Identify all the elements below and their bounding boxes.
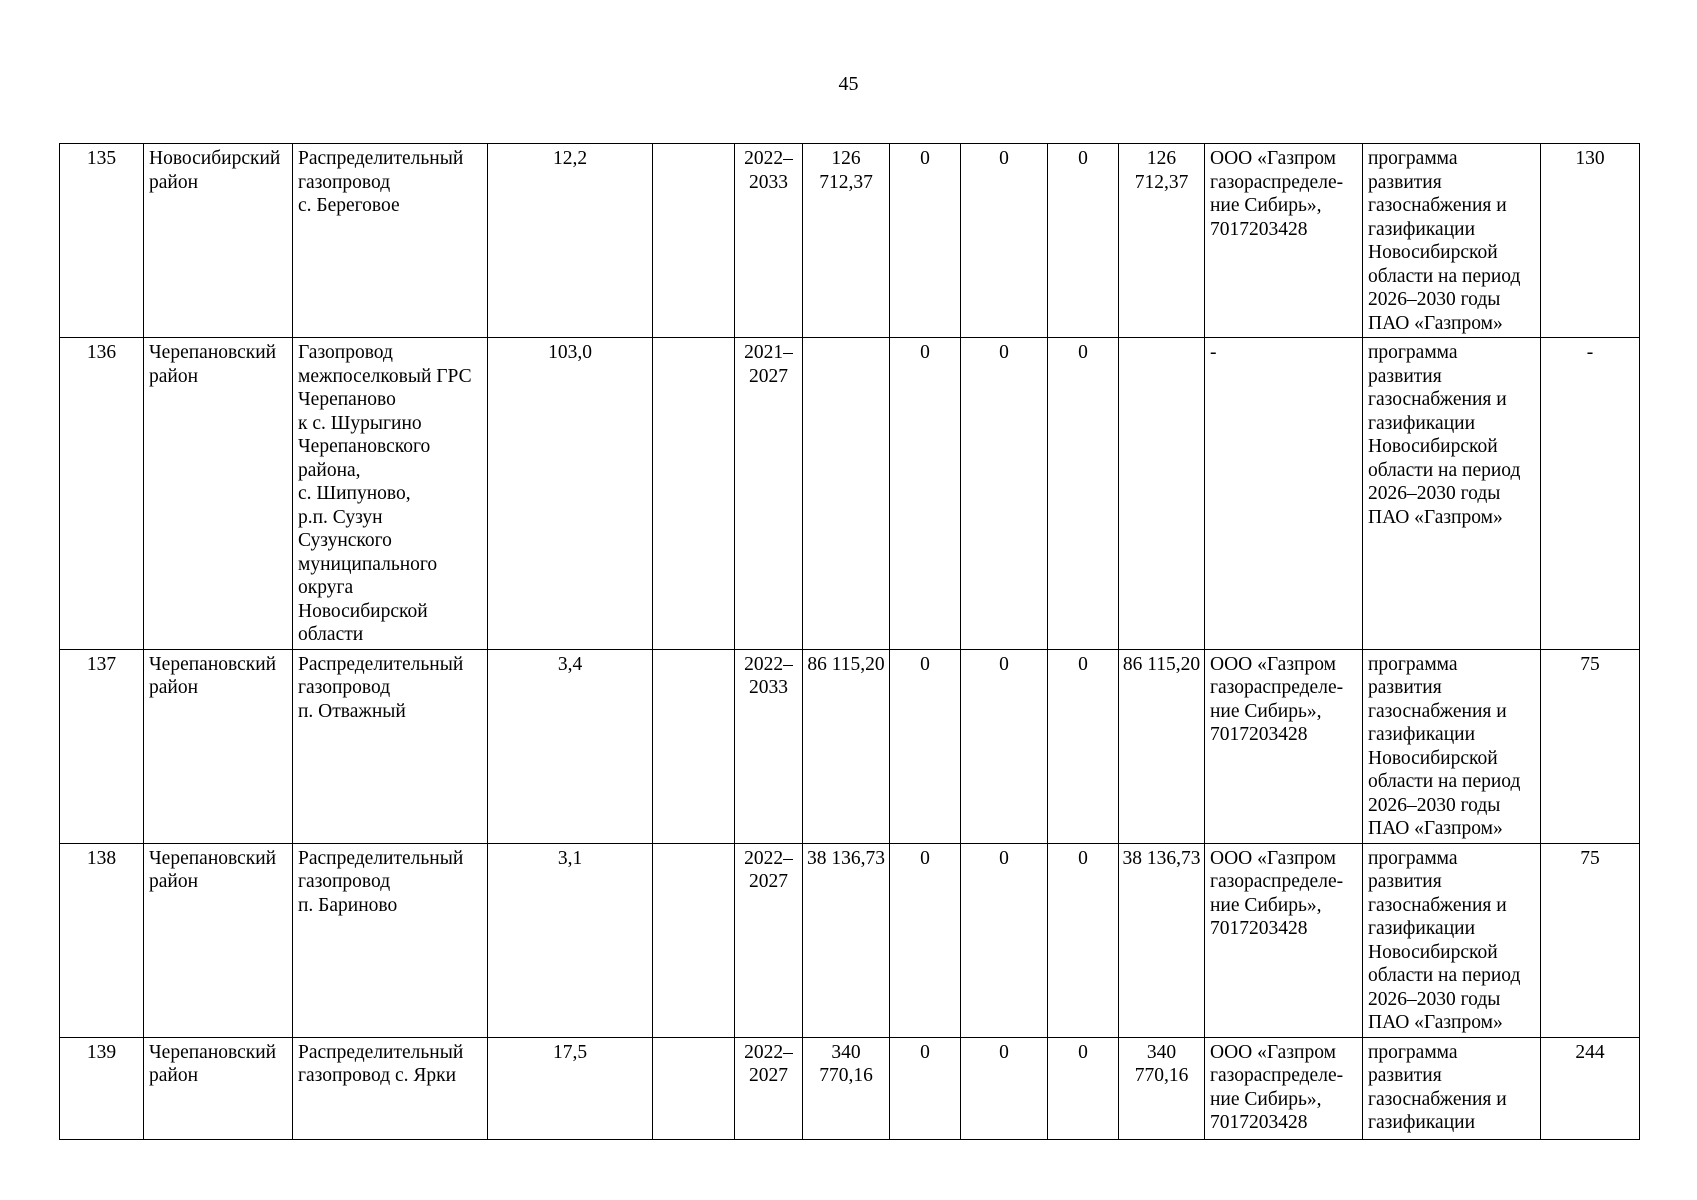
length-cell: 3,4 (488, 649, 653, 843)
cost-total-cell: 38 136,73 (1119, 843, 1205, 1037)
value-cell-1: 0 (890, 338, 961, 650)
period-cell: 2021– 2027 (735, 338, 803, 650)
program-cell: программа развития газоснабжения и газификации (1363, 1037, 1541, 1139)
empty-cell (653, 338, 735, 650)
last-value-cell: 75 (1541, 843, 1640, 1037)
length-cell: 17,5 (488, 1037, 653, 1139)
table-row (60, 144, 1640, 338)
table-row (60, 649, 1640, 843)
object-name-cell: Распределительный газопровод п. Бариново (293, 843, 488, 1037)
object-name-cell: Распределительный газопровод п. Отважный (293, 649, 488, 843)
row-number-cell: 137 (60, 649, 144, 843)
last-value-cell: - (1541, 338, 1640, 650)
period-cell: 2022– 2027 (735, 843, 803, 1037)
gas-pipeline-table (59, 143, 1640, 1140)
object-name-cell: Газопровод межпоселковый ГРС Черепаново к с. Шурыгино Черепановского района, с. Шипуново, р.п. Сузун Сузунского муниципального округа Новосибирской области (293, 338, 488, 650)
last-value-cell: 130 (1541, 144, 1640, 338)
empty-cell (653, 1037, 735, 1139)
program-cell: программа развития газоснабжения и газификации Новосибирской области на период 2026–2030 годы ПАО «Газпром» (1363, 338, 1541, 650)
cost-cell: 86 115,20 (803, 649, 890, 843)
value-cell-1: 0 (890, 144, 961, 338)
length-cell: 12,2 (488, 144, 653, 338)
page-number: 45 (838, 73, 859, 95)
district-cell: Черепановский район (144, 649, 293, 843)
cost-cell (803, 338, 890, 650)
row-number-cell: 135 (60, 144, 144, 338)
value-cell-3: 0 (1048, 338, 1119, 650)
program-cell: программа развития газоснабжения и газификации Новосибирской области на период 2026–2030 годы ПАО «Газпром» (1363, 144, 1541, 338)
period-cell: 2022– 2027 (735, 1037, 803, 1139)
empty-cell (653, 843, 735, 1037)
cost-cell: 340 770,16 (803, 1037, 890, 1139)
value-cell-2: 0 (961, 843, 1048, 1037)
cost-total-cell: 86 115,20 (1119, 649, 1205, 843)
value-cell-3: 0 (1048, 1037, 1119, 1139)
value-cell-3: 0 (1048, 144, 1119, 338)
cost-total-cell (1119, 338, 1205, 650)
district-cell: Черепановский район (144, 843, 293, 1037)
object-name-cell: Распределительный газопровод с. Береговое (293, 144, 488, 338)
last-value-cell: 75 (1541, 649, 1640, 843)
table-row (60, 338, 1640, 650)
program-cell: программа развития газоснабжения и газификации Новосибирской области на период 2026–2030 годы ПАО «Газпром» (1363, 843, 1541, 1037)
value-cell-2: 0 (961, 649, 1048, 843)
object-name-cell: Распределительный газопровод с. Ярки (293, 1037, 488, 1139)
period-cell: 2022– 2033 (735, 649, 803, 843)
last-value-cell: 244 (1541, 1037, 1640, 1139)
value-cell-1: 0 (890, 1037, 961, 1139)
row-number-cell: 136 (60, 338, 144, 650)
district-cell: Черепановский район (144, 338, 293, 650)
cost-cell: 38 136,73 (803, 843, 890, 1037)
table-row (60, 843, 1640, 1037)
row-number-cell: 139 (60, 1037, 144, 1139)
value-cell-2: 0 (961, 1037, 1048, 1139)
length-cell: 3,1 (488, 843, 653, 1037)
value-cell-3: 0 (1048, 649, 1119, 843)
district-cell: Новосибирский район (144, 144, 293, 338)
value-cell-2: 0 (961, 144, 1048, 338)
operator-cell: ООО «Газпром газораспределе- ние Сибирь», 7017203428 (1205, 649, 1363, 843)
operator-cell: ООО «Газпром газораспределе- ние Сибирь», 7017203428 (1205, 1037, 1363, 1139)
operator-cell: ООО «Газпром газораспределе- ние Сибирь», 7017203428 (1205, 843, 1363, 1037)
length-cell: 103,0 (488, 338, 653, 650)
program-cell: программа развития газоснабжения и газификации Новосибирской области на период 2026–2030 годы ПАО «Газпром» (1363, 649, 1541, 843)
operator-cell: - (1205, 338, 1363, 650)
cost-cell: 126 712,37 (803, 144, 890, 338)
cost-total-cell: 126 712,37 (1119, 144, 1205, 338)
value-cell-3: 0 (1048, 843, 1119, 1037)
operator-cell: ООО «Газпром газораспределе- ние Сибирь», 7017203428 (1205, 144, 1363, 338)
value-cell-1: 0 (890, 649, 961, 843)
district-cell: Черепановский район (144, 1037, 293, 1139)
cost-total-cell: 340 770,16 (1119, 1037, 1205, 1139)
period-cell: 2022– 2033 (735, 144, 803, 338)
table-row (60, 1037, 1640, 1139)
row-number-cell: 138 (60, 843, 144, 1037)
value-cell-1: 0 (890, 843, 961, 1037)
empty-cell (653, 649, 735, 843)
value-cell-2: 0 (961, 338, 1048, 650)
empty-cell (653, 144, 735, 338)
